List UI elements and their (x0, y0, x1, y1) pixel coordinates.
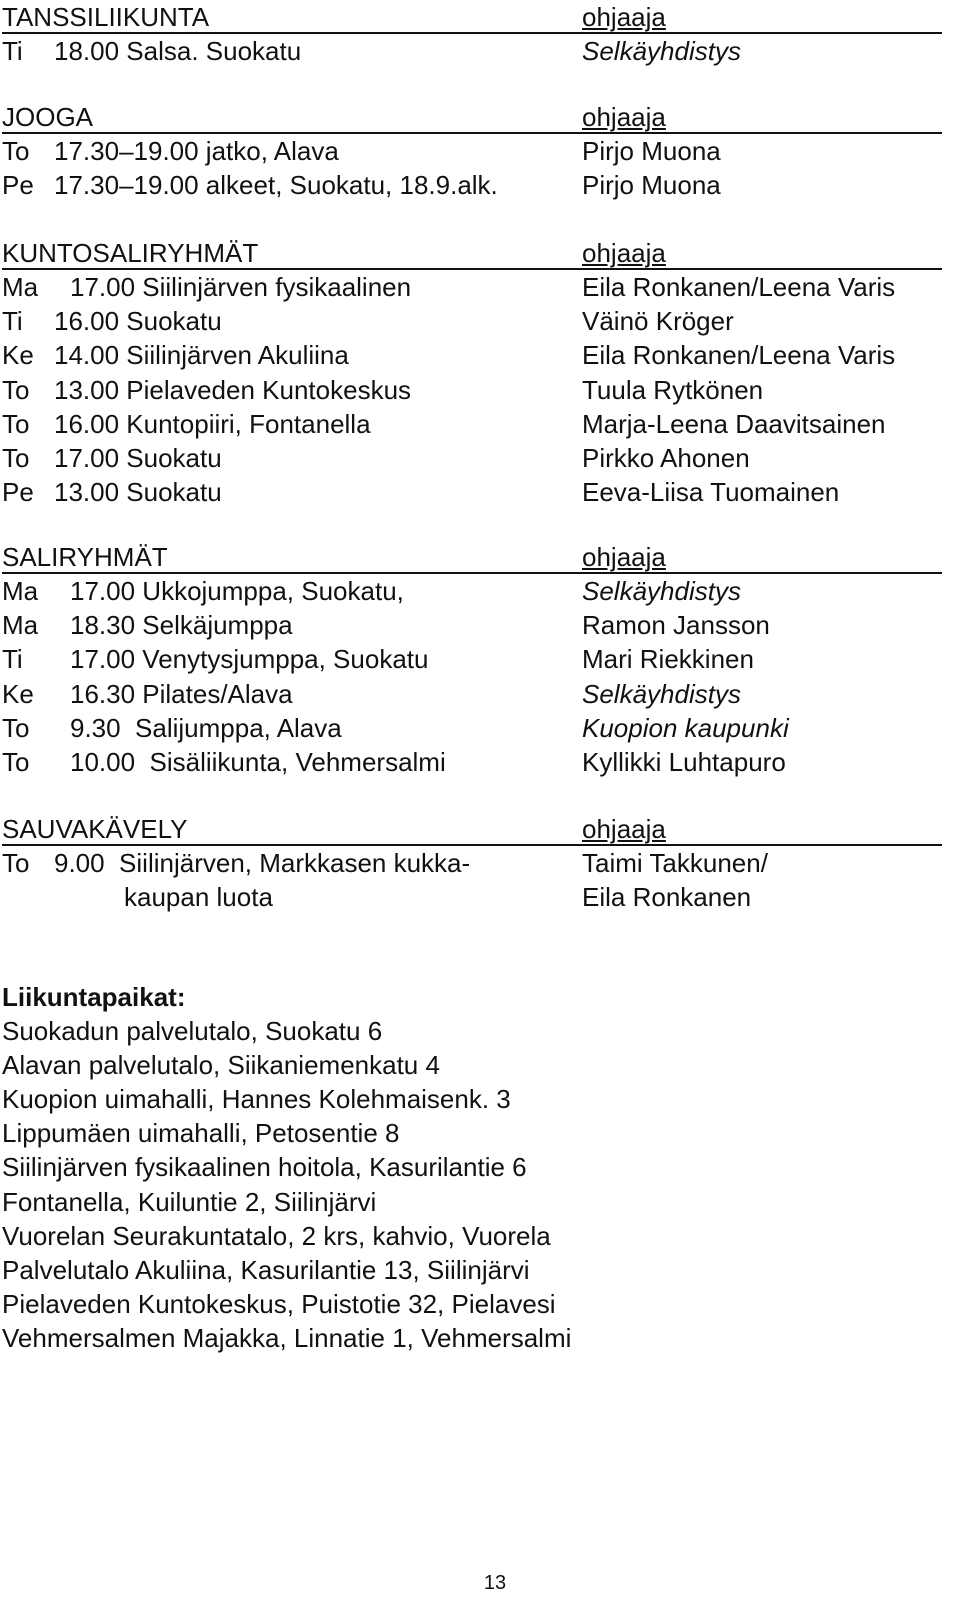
activity-description: 18.00 Salsa. Suokatu (54, 36, 302, 66)
weekday: Ti (2, 36, 23, 66)
weekday: Ti (2, 644, 23, 675)
schedule-row (2, 134, 942, 168)
activity-description: 14.00 Siilinjärven Akuliina (54, 340, 349, 371)
activity-description: 16.30 Pilates/Alava (70, 678, 293, 709)
venue-item: Vuorelan Seurakuntatalo, 2 krs, kahvio, Vuorela (2, 1220, 551, 1251)
instructor: Mari Riekkinen (582, 644, 754, 675)
weekday: Ma (2, 576, 39, 606)
section-2 (2, 236, 942, 509)
venue-item: Suokadun palvelutalo, Suokatu 6 (2, 1016, 383, 1047)
weekday: Pe (2, 170, 34, 201)
schedule-row (2, 407, 942, 441)
instructor: Ramon Jansson (582, 610, 770, 641)
weekday: Ma (2, 610, 39, 641)
schedule-row (2, 642, 942, 676)
instructor: Pirjo Muona (582, 170, 721, 201)
venue-item: Fontanella, Kuiluntie 2, Siilinjärvi (2, 1186, 377, 1217)
instructor-column-header: ohjaaja (582, 814, 666, 844)
activity-description: kaupan luota (124, 882, 273, 913)
instructor-column-header: ohjaaja (582, 2, 666, 32)
section-title: TANSSILIIKUNTA (2, 2, 210, 32)
activity-description: 18.30 Selkäjumppa (70, 610, 293, 641)
instructor: Selkäyhdistys (582, 576, 741, 606)
weekday: To (2, 712, 30, 743)
instructor: Eila Ronkanen/Leena Varis (582, 340, 896, 371)
weekday: Ke (2, 678, 34, 709)
schedule-row (2, 34, 942, 68)
page-number: 13 (483, 1572, 507, 1594)
section-title: KUNTOSALIRYHMÄT (2, 238, 259, 268)
weekday: Ma (2, 272, 39, 302)
activity-description: 17.30–19.00 alkeet, Suokatu, 18.9.alk. (54, 170, 498, 201)
section-header (2, 540, 942, 574)
activity-description: 9.00 Siilinjärven, Markkasen kukka- (54, 848, 471, 878)
instructor: Pirkko Ahonen (582, 442, 750, 473)
instructor: Väinö Kröger (582, 306, 734, 337)
weekday: To (2, 848, 30, 878)
schedule-row (2, 373, 942, 407)
venue-item: Alavan palvelutalo, Siikaniemenkatu 4 (2, 1050, 440, 1081)
schedule-row (2, 475, 942, 509)
instructor: Eila Ronkanen (582, 882, 752, 913)
section-1 (2, 100, 942, 202)
venue-item: Pielaveden Kuntokeskus, Puistotie 32, Pielavesi (2, 1288, 556, 1319)
schedule-row (2, 846, 942, 880)
instructor: Eeva-Liisa Tuomainen (582, 477, 840, 508)
section-title: SAUVAKÄVELY (2, 814, 188, 844)
section-header (2, 812, 942, 846)
schedule-row (2, 270, 942, 304)
instructor-column-header: ohjaaja (582, 542, 666, 572)
instructor-column-header: ohjaaja (582, 238, 666, 268)
venues-list (2, 980, 942, 1355)
schedule-row (2, 338, 942, 372)
section-header (2, 100, 942, 134)
section-title: JOOGA (2, 102, 94, 132)
schedule-row (2, 168, 942, 202)
section-header (2, 0, 942, 34)
activity-description: 17.30–19.00 jatko, Alava (54, 136, 339, 166)
section-4 (2, 812, 942, 914)
schedule-row (2, 745, 942, 779)
venue-item: Siilinjärven fysikaalinen hoitola, Kasurilantie 6 (2, 1152, 527, 1183)
section-header (2, 236, 942, 270)
schedule-row (2, 574, 942, 608)
weekday: Ke (2, 340, 34, 371)
schedule-row (2, 677, 942, 711)
instructor: Kyllikki Luhtapuro (582, 746, 786, 777)
venue-item: Lippumäen uimahalli, Petosentie 8 (2, 1118, 400, 1149)
activity-description: 17.00 Suokatu (54, 442, 222, 473)
instructor: Pirjo Muona (582, 136, 721, 166)
activity-description: 13.00 Pielaveden Kuntokeskus (54, 374, 412, 405)
schedule-row (2, 304, 942, 338)
section-3 (2, 540, 942, 779)
instructor: Kuopion kaupunki (582, 712, 789, 743)
activity-description: 16.00 Kuntopiiri, Fontanella (54, 408, 371, 439)
activity-description: 17.00 Venytysjumppa, Suokatu (70, 644, 429, 675)
section-title: SALIRYHMÄT (2, 542, 168, 572)
activity-description: 10.00 Sisäliikunta, Vehmersalmi (70, 746, 446, 777)
weekday: To (2, 136, 30, 166)
instructor: Taimi Takkunen/ (582, 848, 768, 878)
activity-description: 9.30 Salijumppa, Alava (70, 712, 342, 743)
instructor: Marja-Leena Daavitsainen (582, 408, 886, 439)
activity-description: 16.00 Suokatu (54, 306, 222, 337)
instructor: Tuula Rytkönen (582, 374, 764, 405)
venue-item: Palvelutalo Akuliina, Kasurilantie 13, Siilinjärvi (2, 1254, 530, 1285)
schedule-row (2, 608, 942, 642)
venue-item: Kuopion uimahalli, Hannes Kolehmaisenk. 3 (2, 1084, 511, 1115)
schedule-row (2, 711, 942, 745)
weekday: Pe (2, 477, 34, 508)
venue-item: Vehmersalmen Majakka, Linnatie 1, Vehmersalmi (2, 1322, 572, 1353)
weekday: To (2, 374, 30, 405)
weekday: To (2, 746, 30, 777)
weekday: Ti (2, 306, 23, 337)
activity-description: 17.00 Ukkojumppa, Suokatu, (70, 576, 404, 606)
instructor: Selkäyhdistys (582, 36, 741, 66)
schedule-row (2, 441, 942, 475)
weekday: To (2, 408, 30, 439)
activity-description: 13.00 Suokatu (54, 477, 222, 508)
instructor-column-header: ohjaaja (582, 102, 666, 132)
schedule-row (2, 880, 942, 914)
instructor: Selkäyhdistys (582, 678, 741, 709)
weekday: To (2, 442, 30, 473)
instructor: Eila Ronkanen/Leena Varis (582, 272, 896, 302)
section-0 (2, 0, 942, 68)
activity-description: 17.00 Siilinjärven fysikaalinen (70, 272, 412, 302)
venues-title: Liikuntapaikat: (2, 982, 186, 1012)
